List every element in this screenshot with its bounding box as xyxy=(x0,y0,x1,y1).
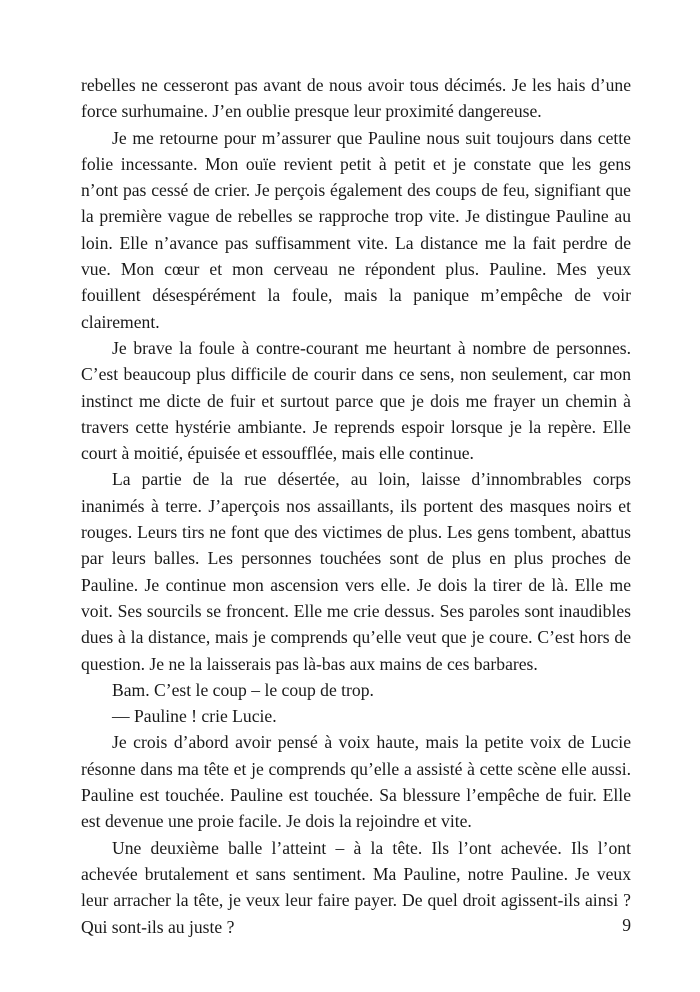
paragraph-continuation: rebelles ne cesseront pas avant de nous avoir tous décimés. Je les hais d’une force surhumaine. J’en oublie presque leur proximité dangereuse. xyxy=(81,75,631,122)
paragraph: Bam. C’est le coup – le coup de trop. xyxy=(112,679,374,700)
paragraph: Une deuxième balle l’atteint – à la tête. Ils l’ont achevée. Ils l’ont achevée brutalement et sans sentiment. Ma Pauline, notre Pauline. Je veux leur arracher la tête, je veux leur faire payer. De quel droit agissent-ils ainsi ? Qui sont-ils au juste ? xyxy=(81,837,631,937)
paragraph: Je me retourne pour m’assurer que Pauline nous suit toujours dans cette folie incessante. Mon ouïe revient petit à petit et je constate que les gens n’ont pas cessé de crier. Je perçois également des coups de feu, signifiant que la première vague de rebelles se rapproche trop vite. Je distingue Pauline au loin. Elle n’avance pas suffisamment vite. La distance me la fait perdre de vue. Mon cœur et mon cerveau ne répondent plus. Pauline. Mes yeux fouillent désespérément la foule, mais la panique m’empêche de voir clairement. xyxy=(81,127,631,332)
page-body xyxy=(81,72,631,940)
paragraph: Je brave la foule à contre-courant me heurtant à nombre de personnes. C’est beaucoup plus difficile de courir dans ce sens, non seulement, car mon instinct me dicte de fuir et surtout parce que je dois me frayer un chemin à travers cette hystérie ambiante. Je reprends espoir lorsque je la repère. Elle court à moitié, épuisée et essoufflée, mais elle continue. xyxy=(81,337,631,464)
paragraph: La partie de la rue désertée, au loin, laisse d’innombrables corps inanimés à terre. J’aperçois nos assaillants, ils portent des masques noirs et rouges. Leurs tirs ne font que des victimes de plus. Les gens tombent, abattus par leurs balles. Les personnes touchées sont de plus en plus proches de Pauline. Je continue mon ascension vers elle. Je dois la tirer de là. Elle me voit. Ses sourcils se froncent. Elle me crie dessus. Ses paroles sont inaudibles dues à la distance, mais je comprends qu’elle veut que je coure. C’est hors de question. Je ne la laisserais pas là-bas aux mains de ces barbares. xyxy=(81,469,631,674)
page-number: 9 xyxy=(622,915,631,935)
paragraph: Je crois d’abord avoir pensé à voix haute, mais la petite voix de Lucie résonne dans ma tête et je comprends qu’elle a assisté à cette scène elle aussi. Pauline est touchée. Pauline est touchée. Sa blessure l’empêche de fuir. Elle est devenue une proie facile. Je dois la rejoindre et vite. xyxy=(81,732,631,832)
dialogue-line: — Pauline ! crie Lucie. xyxy=(112,706,277,727)
